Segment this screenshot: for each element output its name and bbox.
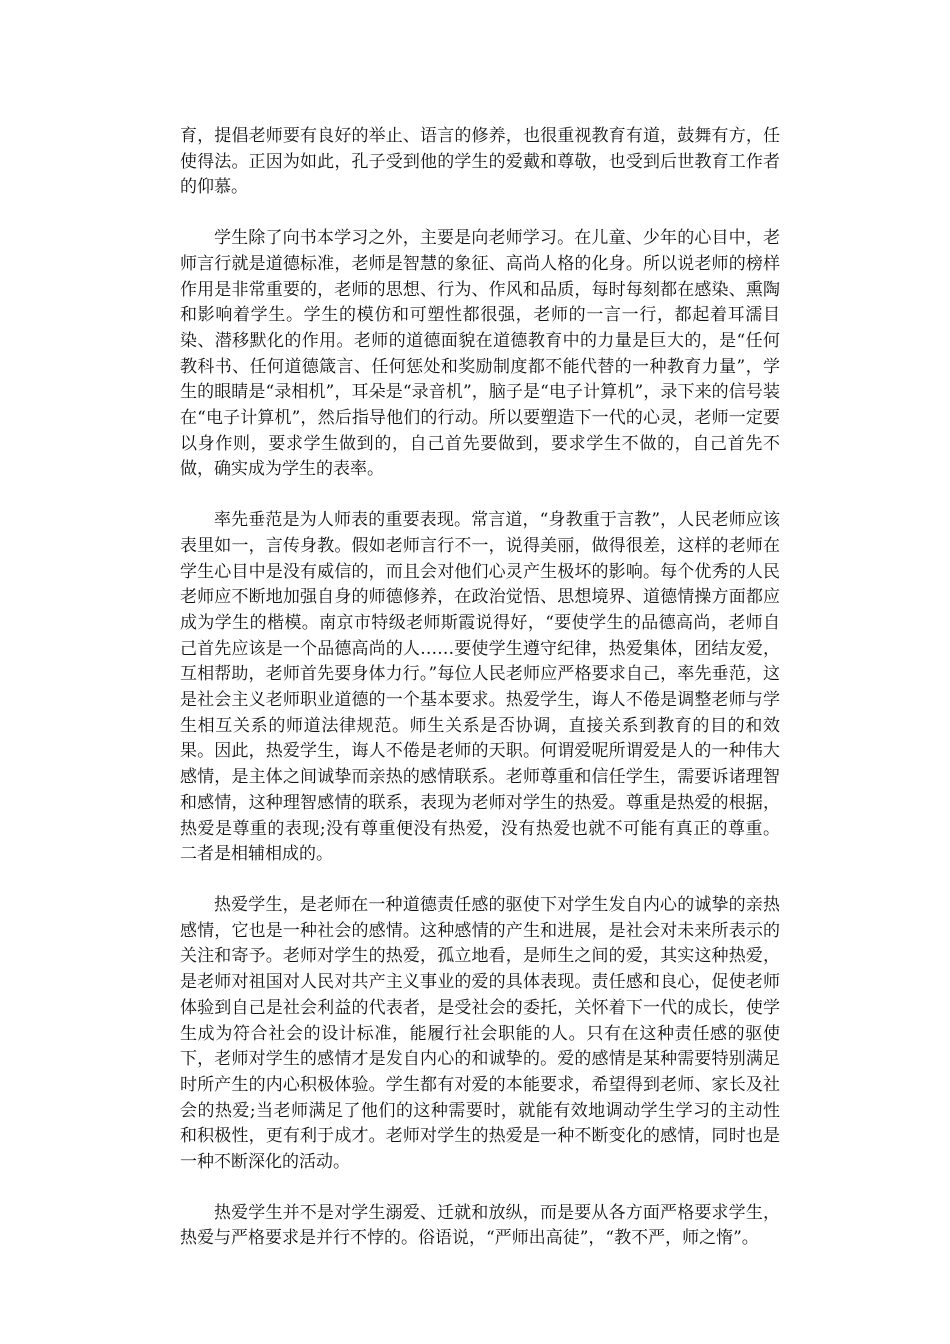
paragraph-5: 热爱学生并不是对学生溺爱、迁就和放纵，而是要从各方面严格要求学生，热爱与严格要求是并行不悖的。俗语说，“严师出高徒”，“教不严，师之惰”。 [180,1202,780,1249]
paragraph-3: 率先垂范是为人师表的重要表现。常言道，“身教重于言教”，人民老师应该表里如一，言传身教。假如老师言行不一，说得美丽，做得很差，这样的老师在学生心目中是没有威信的，而且会对他们心灵产生极坏的影响。每个优秀的人民老师应不断地加强自身的师德修养，在政治觉悟、思想境界、道德情操方面都应成为学生的楷模。南京市特级老师斯霞说得好，“要使学生的品德高尚，老师自己首先应该是一个品德高尚的人……要使学生遵守纪律，热爱集体，团结友爱，互相帮助，老师首先要身体力行。”每位人民老师应严格要求自己，率先垂范，这是社会主义老师职业道德的一个基本要求。热爱学生，诲人不倦是调整老师与学生相互关系的师道法律规范。师生关系是否协调，直接关系到教育的目的和效果。因此，热爱学生，诲人不倦是老师的天职。何谓爱呢所谓爱是人的一种伟大感情，是主体之间诚挚而亲热的感情联系。老师尊重和信任学生，需要诉诸理智和感情，这种理智感情的联系，表现为老师对学生的热爱。尊重是热爱的根据，热爱是尊重的表现;没有尊重便没有热爱，没有热爱也就不可能有真正的尊重。二者是相辅相成的。 [180,510,780,865]
document-body [180,124,780,1277]
paragraph-1: 育，提倡老师要有良好的举止、语言的修养，也很重视教育有道，鼓舞有方，任使得法。正因为如此，孔子受到他的学生的爱戴和尊敬，也受到后世教育工作者的仰慕。 [180,126,780,198]
paragraph-2: 学生除了向书本学习之外，主要是向老师学习。在儿童、少年的心目中，老师言行就是道德标准，老师是智慧的象征、高尚人格的化身。所以说老师的榜样作用是非常重要的，老师的思想、行为、作风和品质，每时每刻都在感染、熏陶和影响着学生。学生的模仿和可塑性都很强，老师的一言一行，都起着耳濡目染、潜移默化的作用。老师的道德面貌在道德教育中的力量是巨大的，是“任何教科书、任何道德箴言、任何惩处和奖励制度都不能代替的一种教育力量”，学生的眼睛是“录相机”，耳朵是“录音机”，脑子是“电子计算机”，录下来的信号装在“电子计算机”，然后指导他们的行动。所以要塑造下一代的心灵，老师一定要以身作则，要求学生做到的，自己首先要做到，要求学生不做的，自己首先不做，确实成为学生的表率。 [180,228,780,480]
paragraph-4: 热爱学生，是老师在一种道德责任感的驱使下对学生发自内心的诚挚的亲热感情，它也是一种社会的感情。这种感情的产生和进展，是社会对未来所表示的关注和寄予。老师对学生的热爱，孤立地看，是师生之间的爱，其实这种热爱，是老师对祖国对人民对共产主义事业的爱的具体表现。责任感和良心，促使老师体验到自己是社会利益的代表者，是受社会的委托，关怀着下一代的成长，使学生成为符合社会的设计标准，能履行社会职能的人。只有在这种责任感的驱使下，老师对学生的感情才是发自内心的和诚挚的。爱的感情是某种需要特别满足时所产生的内心积极体验。学生都有对爱的本能要求，希望得到老师、家长及社会的热爱;当老师满足了他们的这种需要时，就能有效地调动学生学习的主动性和积极性，更有利于成才。老师对学生的热爱是一种不断变化的感情，同时也是一种不断深化的活动。 [180,894,780,1173]
